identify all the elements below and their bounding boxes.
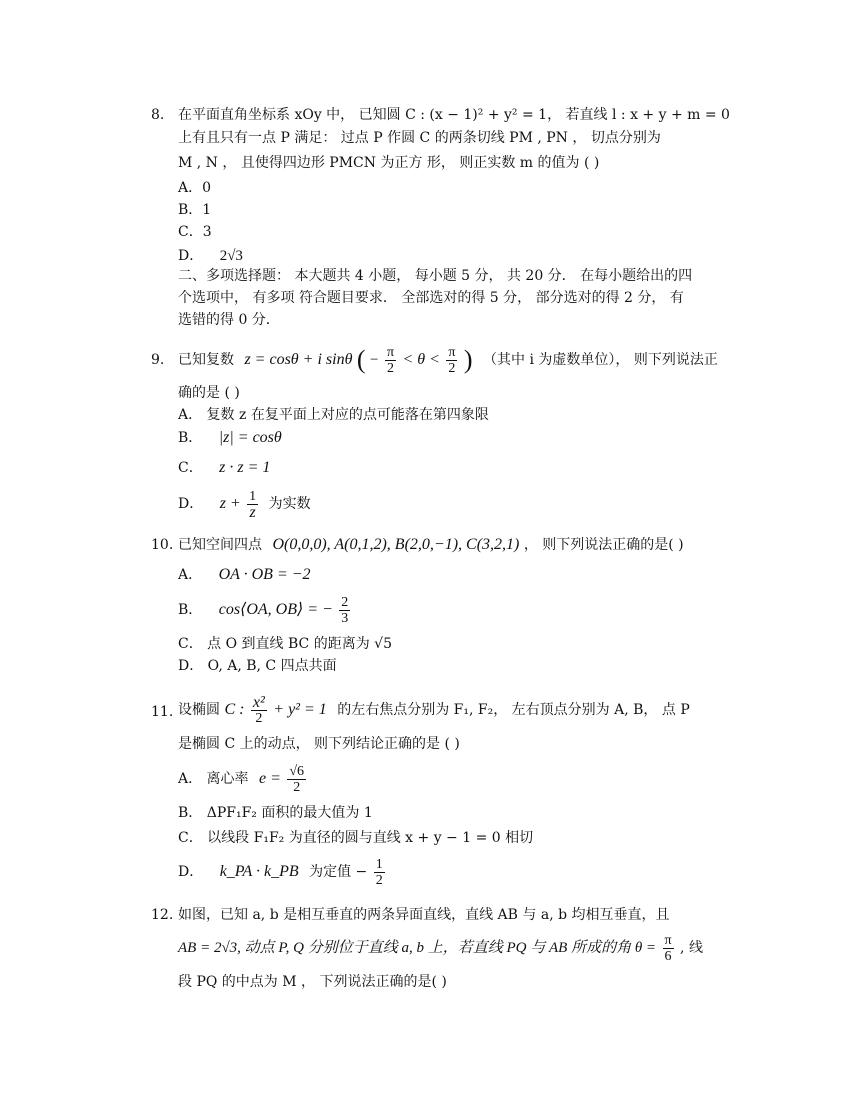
q11-post: 的左右焦点分别为 F₁, F₂， 左右顶点分别为 A, B， 点 P <box>337 702 690 718</box>
q9-option-c-value: z · z = 1 <box>219 459 271 476</box>
q11-option-a-numerator: √6 <box>289 763 305 779</box>
q12-line-1: 如图，已知 a, b 是相互垂直的两条异面直线，直线 AB 与 a, b 均相互垂直，且 <box>178 907 670 923</box>
q10-option-b-numerator: 2 <box>341 594 349 610</box>
q11-option-c: C． 以线段 F₁F₂ 为直径的圆与直线 x + y − 1 = 0 相切 <box>178 830 534 846</box>
q9-option-d-pre: z + <box>219 495 241 512</box>
q12-line-2-post: , 线 <box>680 940 703 956</box>
q10-option-a <box>178 565 311 585</box>
q9-option-d-post: 为实数 <box>268 496 311 512</box>
q11-option-d-denominator: 2 <box>375 872 383 888</box>
q9-expression: z = cosθ + i sinθ <box>244 351 353 368</box>
q11-option-a-label: A． 离心率 <box>178 771 249 787</box>
q8-number: 8. <box>151 107 165 123</box>
q11-line-2: 是椭圆 C 上的动点， 则下列结论正确的是 ( ) <box>178 736 460 752</box>
q12-line-2-pre: AB = 2√3, 动点 P, Q 分别位于直线 a, b 上，若直线 PQ 与 AB 所成的角 θ = <box>178 940 657 956</box>
q9-option-d-label: D． <box>178 496 204 512</box>
q9-option-d-denominator: z <box>249 503 256 521</box>
q10-line-1-post: ， 则下列说法正确的是( ) <box>523 537 684 553</box>
section2-line-1: 二、多项选择题： 本大题共 4 小题， 每小题 5 分， 共 20 分． 在每小题给出的四 <box>178 268 693 284</box>
q9-option-c <box>178 458 270 478</box>
q11-option-a-fraction <box>287 764 306 795</box>
q9-option-b-label: B． <box>178 430 203 446</box>
q9-two-left: 2 <box>386 360 394 376</box>
q10-line-1-pre: 已知空间四点 <box>178 537 262 553</box>
q9-suffix: （其中 i 为虚数单位）， 则下列说法正 <box>483 352 718 368</box>
q11-option-a-denominator: 2 <box>293 779 301 795</box>
q11-option-b: B． ΔPF₁F₂ 面积的最大值为 1 <box>178 805 373 821</box>
q10-option-a-label: A． <box>178 567 203 583</box>
q9-fraction-left <box>385 345 396 376</box>
q11-option-d-fraction <box>374 857 385 888</box>
q12-line-2 <box>178 928 703 968</box>
q8-line-2: 上有且只有一点 P 满足： 过点 P 作圆 C 的两条切线 PM , PN ， 切点分别为 <box>178 130 661 146</box>
q11-line-1 <box>178 690 690 730</box>
q11-option-d-label: D． <box>178 864 204 880</box>
q10-number: 10. <box>151 537 174 553</box>
q9-option-b <box>178 428 282 448</box>
q9-inequality: < θ < <box>402 351 440 368</box>
q12-fraction <box>663 933 674 964</box>
q10-option-b-label: B． <box>178 602 203 618</box>
q9-paren-close: ) <box>463 345 473 374</box>
q8-option-a: A．0 <box>178 180 212 196</box>
q8-line-3: M , N ， 且使得四边形 PMCN 为正方 形， 则正实数 m 的值为 ( ) <box>178 155 600 171</box>
q9-option-d-numerator: 1 <box>249 488 257 504</box>
q9-pi-left: π <box>386 344 395 360</box>
q11-option-a-e: e = <box>259 770 281 787</box>
q8-option-c: C．3 <box>178 224 212 240</box>
q9-fraction-right <box>446 345 457 376</box>
q9-option-b-value: |z| = cosθ <box>218 429 282 446</box>
q9-prefix: 已知复数 <box>178 352 234 368</box>
q8-option-d-value: 2√3 <box>219 248 243 264</box>
q11-option-d-numerator: 1 <box>375 856 383 872</box>
q11-number: 11. <box>151 704 174 720</box>
q9-number: 9. <box>151 352 165 368</box>
q10-line-1 <box>178 535 684 555</box>
q10-option-d: D． O, A, B, C 四点共面 <box>178 658 337 674</box>
q11-option-d-value: k_PA · k_PB <box>219 863 299 880</box>
q8-line-1: 在平面直角坐标系 xOy 中， 已知圆 C : (x − 1)² + y² = 1， 若直线 l : x + y + m = 0 <box>178 107 730 123</box>
section2-line-3: 选错的得 0 分． <box>178 312 280 328</box>
q11-option-d <box>178 852 387 892</box>
q10-option-b-denominator: 3 <box>341 610 349 626</box>
q12-pi: π <box>664 932 672 948</box>
q11-equation-rest: + y² = 1 <box>273 701 327 718</box>
q9-pi-right: π <box>448 344 456 360</box>
q11-option-a <box>178 756 308 802</box>
q11-pre: 设椭圆 <box>178 702 220 718</box>
q11-fraction <box>251 695 267 726</box>
q12-number: 12. <box>151 907 174 923</box>
q10-points: O(0,0,0), A(0,1,2), B(2,0,−1), C(3,2,1) <box>272 536 520 553</box>
q10-option-b-fraction <box>339 595 350 626</box>
q12-six: 6 <box>664 948 672 964</box>
q11-numerator: x² <box>252 693 265 711</box>
q10-option-b <box>178 590 352 630</box>
q10-option-b-pre: cos⟨OA, OB⟩ = − <box>218 601 333 618</box>
section2-line-2: 个选项中， 有多项 符合题目要求． 全部选对的得 5 分， 部分选对的得 2 分， 有 <box>178 290 684 306</box>
q9-paren-open: ( <box>356 345 366 374</box>
q9-option-d-fraction <box>247 489 258 520</box>
q12-line-3: 段 PQ 的中点为 M ， 下列说法正确的是( ) <box>178 974 447 990</box>
q8-option-b: B．1 <box>178 202 212 218</box>
q9-option-d <box>178 484 311 524</box>
q9-two-right: 2 <box>448 360 456 376</box>
q9-option-a: A． 复数 z 在复平面上对应的点可能落在第四象限 <box>178 407 489 423</box>
q11-option-d-mid: 为定值 − <box>309 864 368 880</box>
q10-option-a-value: OA · OB = −2 <box>218 566 311 583</box>
q11-curve-name: C : <box>224 701 245 718</box>
q11-denominator: 2 <box>255 710 263 726</box>
q9-line-1 <box>178 343 718 377</box>
q8-option-d-label: D． <box>178 248 204 264</box>
q10-option-c: C． 点 O 到直线 BC 的距离为 √5 <box>178 636 392 652</box>
q9-minus: − <box>370 352 379 368</box>
q8-option-d <box>178 246 243 266</box>
q9-line-2: 确的是 ( ) <box>178 385 240 401</box>
q9-option-c-label: C． <box>178 460 203 476</box>
